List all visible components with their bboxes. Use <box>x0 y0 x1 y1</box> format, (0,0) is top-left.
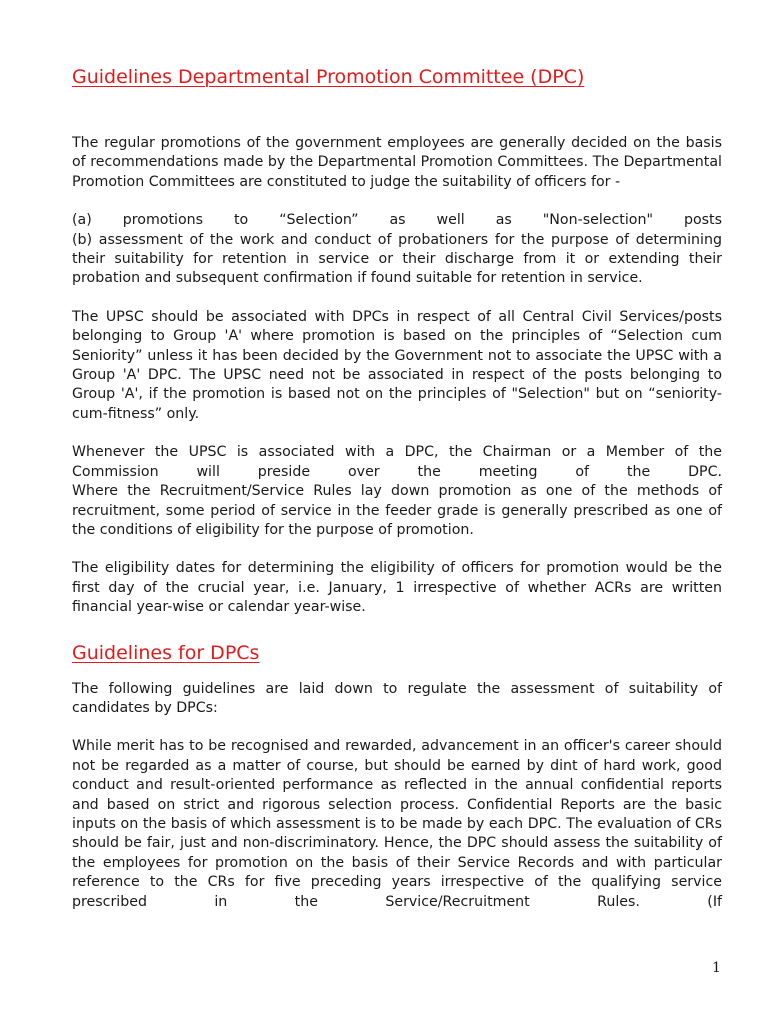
list-item-a: (a) promotions to “Selection” as well as "Non-selection" posts <box>72 212 722 229</box>
document-page <box>72 64 722 931</box>
merit-paragraph: While merit has to be recognised and rewarded, advancement in an officer's career should not be regarded as a matter of course, but should be earned by dint of hard work, good conduct and result-oriented performance as reflected in the annual confidential reports and based on strict and rigorous selection process. Confidential Reports are the basic inputs on the basis of which assessment is to be made by each DPC. The evaluation of CRs should be fair, just and non-discriminatory. Hence, the DPC should assess the suitability of the employees for promotion on the basis of their Service Records and with particular reference to the CRs for five preceding years irrespective of the qualifying service prescribed in the Service/Recruitment Rules. (If <box>72 738 722 910</box>
upsc-paragraph: The UPSC should be associated with DPCs in respect of all Central Civil Services/posts belonging to Group 'A' where promotion is based on the principles of “Selection cum Seniority” unless it has been decided by the Government not to associate the UPSC with a Group 'A' DPC. The UPSC need not be associated in respect of the posts belonging to Group 'A', if the promotion is based not on the principles of "Selection" but on “seniority-cum-fitness” only. <box>72 308 722 422</box>
document-title: Guidelines Departmental Promotion Committee (DPC) <box>72 66 585 88</box>
page-number: 1 <box>712 960 721 976</box>
section-heading: Guidelines for DPCs <box>72 641 260 664</box>
guidelines-intro-paragraph: The following guidelines are laid down to regulate the assessment of suitability of candidates by DPCs: <box>72 680 722 716</box>
eligibility-paragraph: The eligibility dates for determining the eligibility of officers for promotion would be the first day of the crucial year, i.e. January, 1 irrespective of whether ACRs are written financial year-wise or calendar year-wise. <box>72 560 722 616</box>
intro-paragraph: The regular promotions of the government employees are generally decided on the basis of recommendations made by the Departmental Promotion Committees. The Departmental Promotion Committees are constituted to judge the suitability of officers for - <box>72 135 722 190</box>
chairman-paragraph: Whenever the UPSC is associated with a DPC, the Chairman or a Member of the Commission will preside over the meeting of the DPC. <box>72 444 722 480</box>
recruitment-paragraph: Where the Recruitment/Service Rules lay down promotion as one of the methods of recruitment, some period of service in the feeder grade is generally prescribed as one of the conditions of eligibility for the purpose of promotion. <box>72 483 722 538</box>
list-item-b: (b) assessment of the work and conduct of probationers for the purpose of determining their suitability for retention in service or their discharge from it or extending their probation and subsequent confirmation if found suitable for retention in service. <box>72 231 722 287</box>
